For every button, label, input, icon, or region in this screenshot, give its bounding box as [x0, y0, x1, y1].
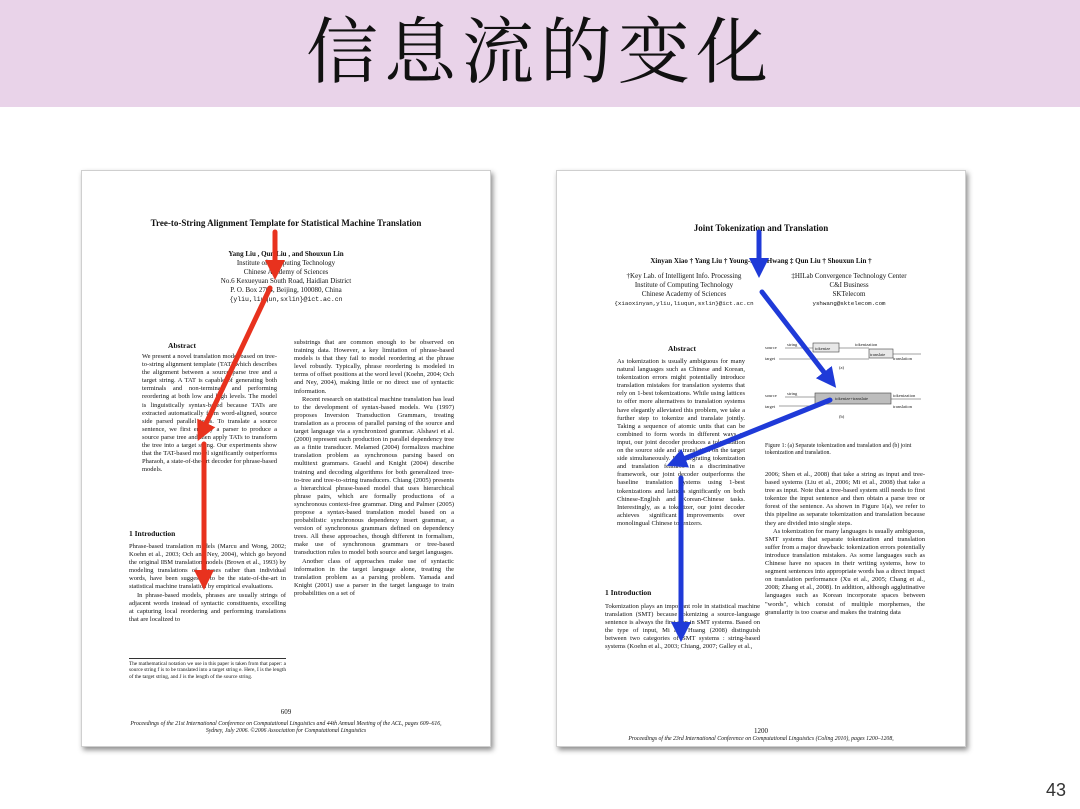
body-paragraph: As tokenization for many languages is usually ambiguous, SMT systems that separate tokenization and translation suffer from a major drawback: tokenization errors potentially introduce translation mistakes. As some languages such as Chinese have no spaces in their writing systems, how to segment sentences into appropriate words has a direct impact on translation performance (Xu et al., 2005; Chang et al., 2008; Zhang et al., 2008). In addition, although agglutinative languages such as Korean incorporate spaces between "words", which consist of multiple morphemes, the granularity is too coarse and makes the training data	[765, 527, 926, 616]
fig-box-label: tokenize	[815, 346, 831, 351]
paper-title: Joint Tokenization and Translation	[693, 223, 829, 233]
proceedings-line: Sydney, July 2006. ©2006 Association for Computational Linguistics	[205, 728, 367, 734]
affiliation-line: Institute of Computing Technology	[236, 259, 336, 267]
figure-1-diagram	[765, 339, 925, 419]
abstract-heading: Abstract	[668, 344, 696, 353]
paper-email: {xiaoxinyan,yliu,liuqun,sxlin}@ict.ac.cn	[614, 300, 754, 307]
paper-right	[556, 170, 966, 747]
intro-paragraph: Phrase-based translation models (Marcu and Wong, 2002; Koehn et al., 2003; Och and Ney, 2004), which go beyond the original IBM translation models (Brown et al., 1993) by modeling translations of phrases rather than individual words, have been suggested to be the state-of-the-art in statistical machine translation by empirical evaluations.	[129, 543, 286, 591]
fig-label: string	[787, 391, 798, 396]
intro-text: Tokenization plays an important role in statistical machine translation (SMT) because tokenizing a source-language sentence is always the first step in SMT systems. Based on the type of input, Mi and Huang (2008) distinguish between two categories of SMT systems : string-based systems (Koehn et al., 2003; Chiang, 2007; Galley et al.,	[605, 603, 760, 651]
abstract-text: We present a novel translation model based on tree-to-string alignment template (TAT) which describes the alignment between a source parse tree and a target string. A TAT is capable of generating both terminals and non-terminals and performing reordering at both low and high levels. The model is linguistically syntax-based because TATs are extracted automatically from word-aligned, source side parsed parallel texts. To translate a source sentence, we first employ a parser to produce a source parse tree and then apply TATs to transform the tree into a target string. Our experiments show that the TAT-based model significantly outperforms Pharaoh, a state-of-the-art decoder for phrase-based models.	[142, 353, 277, 474]
body-paragraph: Recent research on statistical machine translation has lead to the development of syntax-based models. Wu (1997) proposes Inversion Transduction Grammars, treating translation as a process of parallel parsing of the source and target language via a synchronized grammar. Alshawi et al. (2000) represent each production in parallel dependency tree as a finite transducer. Melamed (2004) formalizes machine translation problem as synchronous parsing based on multitext grammars. Graehl and Knight (2004) describe training and decoding algorithms for both generalized tree-to-tree and tree-to-string transducers. Chiang (2005) presents a hierarchical phrase-based model that uses hierarchical phrase pairs, which are formally productions of a synchronous context-free grammar. Ding and Palmer (2005) propose a syntax-based translation model based on a probabilistic synchronous dependency insert grammar, a version of synchronous grammars defined on dependency trees. All these approaches, though different in formalism, make use of synchronous grammars or tree-based transduction rules to model both source and target languages.	[294, 395, 454, 557]
fig-label: tokenization	[893, 393, 916, 398]
paper-email: {yliu,liuqun,sxlin}@ict.ac.cn	[229, 296, 343, 303]
body-paragraph: substrings that are common enough to be observed on training data. However, a key limitation of phrase-based models is that they fail to model reordering at the phrase level robustly. Typically, phrase reordering is modeled in terms of offset positions at the word level (Koehn, 2004; Och and Ney, 2004), making little or no direct use of syntactic information.	[294, 339, 454, 395]
intro-paragraph: In phrase-based models, phrases are usually strings of adjacent words instead of syntactic constituents, excelling at capturing local reordering and performing translations that are localized to	[129, 591, 286, 623]
page-number: 1200	[754, 727, 768, 735]
affiliation-line: ‡HILab Convergence Technology Center	[791, 272, 907, 280]
fig-label: (a)	[839, 365, 844, 370]
paper-authors: Yang Liu , Qun Liu , and Shouxun Lin	[228, 250, 344, 258]
affiliation-line: SKTelecom	[832, 290, 866, 298]
affiliation-line: Chinese Academy of Sciences	[641, 290, 727, 298]
fig-label: translation	[893, 356, 912, 361]
proceedings-line: Proceedings of the 23rd International Conference on Computational Linguistics (Coling 2010), pages 1200–1208,	[628, 736, 894, 742]
affiliation-left	[599, 272, 769, 308]
fig-box-label: tokenize+translate	[835, 396, 869, 401]
intro-text	[129, 543, 286, 624]
affiliation-line: No.6 Kexueyuan South Road, Haidian District	[220, 277, 352, 285]
fig-box-label: translate	[870, 352, 886, 357]
affiliation-line: Institute of Computing Technology	[634, 281, 734, 289]
page-number: 609	[280, 708, 292, 716]
intro-heading: 1 Introduction	[605, 588, 652, 597]
abstract-text: As tokenization is usually ambiguous for many natural languages such as Chinese and Korean, tokenization errors might potentially introduce translation mistakes for translation systems that rely on 1-best tokenizations. While using lattices to offer more alternatives to translation systems have elegantly alleviated this problem, we take a further step to tokenize and translate jointly. Taking a sequence of atomic units that can be combined to form words in different ways as input, our joint decoder produces a tokenization on the source side and a translation on the target side simultaneously. By integrating tokenization and translation features in a discriminative framework, our joint decoder outperforms the baseline translation systems using 1-best tokenizations and lattices significantly on both Chinese-English and Korean-Chinese tasks. Interestingly, as a tokenizer, our joint decoder achieves significant improvements over monolingual Chinese tokenizers.	[617, 358, 745, 527]
paper-title: Tree-to-String Alignment Template for Statistical Machine Translation	[150, 218, 422, 228]
fig-label: tokenization	[855, 342, 878, 347]
fig-label: (b)	[839, 414, 845, 419]
fig-label: target	[765, 404, 776, 409]
abstract-heading: Abstract	[168, 341, 196, 350]
fig-label: source	[765, 345, 777, 350]
right-column-text	[294, 339, 454, 598]
fig-label: string	[787, 342, 798, 347]
affiliation-line: Chinese Academy of Sciences	[243, 268, 329, 276]
figure-1	[765, 339, 925, 419]
slide-title: 信息流的变化	[305, 10, 774, 94]
paper-authors: Xinyan Xiao † Yang Liu † Young-Sook Hwang ‡ Qun Liu † Shouxun Lin †	[650, 257, 872, 265]
intro-heading: 1 Introduction	[129, 529, 176, 538]
fig-label: source	[765, 393, 777, 398]
affiliation-line: †Key Lab. of Intelligent Info. Processing	[626, 272, 742, 280]
fig-label: target	[765, 356, 776, 361]
paper-left	[81, 170, 491, 747]
affiliation-line: P. O. Box 2704, Beijing, 100080, China	[230, 286, 342, 294]
slide-page-number: 43	[1045, 780, 1066, 800]
figure-caption: Figure 1: (a) Separate tokenization and translation and (b) joint tokenization and translation.	[765, 443, 912, 456]
body-paragraph: 2006; Shen et al., 2008) that take a string as input and tree-based systems (Liu et al., 2006; Mi et al., 2008) that take a tree as input. Note that a tree-based system still needs to first tokenize the input sentence and then obtain a parse tree or forest of the sentence. As shown in Figure 1(a), we refer to this pipeline as separate tokenization and translation because they are divided into single steps.	[765, 471, 925, 527]
paper-email: yshwang@sktelecom.com	[812, 300, 886, 307]
affiliation-right	[769, 272, 929, 308]
footnote: The mathematical notation we use in this paper is taken from that paper: a source string f is to be translated into a target string e. Here, I is the length of the target string, and J is the length of the source string.	[129, 658, 286, 680]
fig-label: translation	[893, 404, 912, 409]
proceedings-line: Proceedings of the 21st International Conference on Computational Linguistics and 44th Annual Meeting of the ACL, pages 609–616,	[130, 721, 442, 727]
right-column-text	[765, 471, 925, 617]
affiliation-line: C&I Business	[829, 281, 869, 289]
body-paragraph: Another class of approaches make use of syntactic information in the target language alone, treating the translation problem as a parsing problem. Yamada and Knight (2001) use a parser in the target language to train probabilities on a set of	[294, 557, 454, 597]
